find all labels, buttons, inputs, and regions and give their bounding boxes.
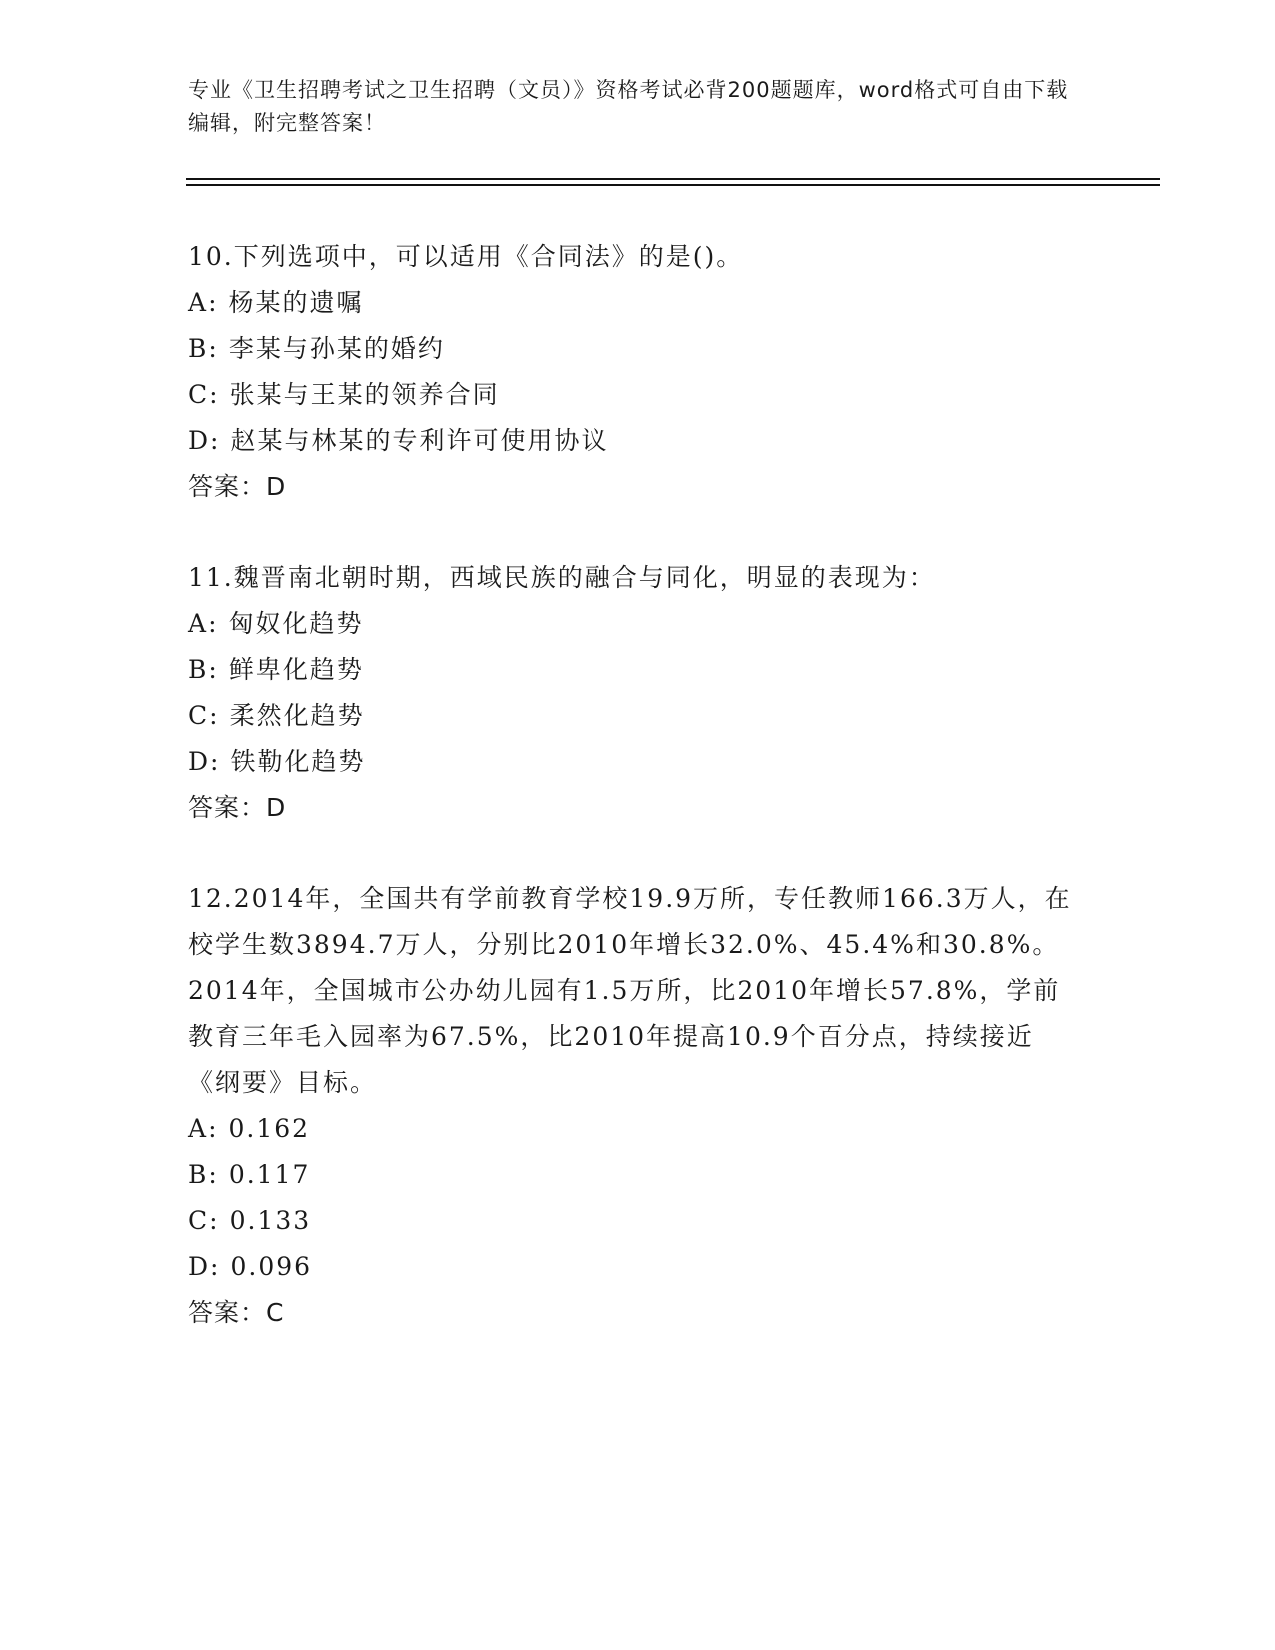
question-stem: 12.2014年，全国共有学前教育学校19.9万所，专任教师166.3万人，在校学生数3894.7万人，分别比2010年增长32.0%、45.4%和30.8%。2014年，全国城市公办幼儿园有1.5万所，比2010年增长57.8%，学前教育三年毛入园率为67.5%，比2010年提高10.9个百分点，持续接近《纲要》目标。 xyxy=(188,884,1072,1097)
option-text: 0.162 xyxy=(228,1114,311,1143)
header-divider-top xyxy=(186,178,1160,180)
option-letter: C xyxy=(188,701,210,730)
option-separator: : xyxy=(208,1114,219,1143)
option-b xyxy=(188,326,1078,372)
option-letter: B xyxy=(188,655,209,684)
option-letter: A xyxy=(188,1114,209,1143)
option-letter: B xyxy=(188,334,209,363)
option-text: 赵某与林某的专利许可使用协议 xyxy=(230,426,609,455)
option-text: 0.096 xyxy=(230,1252,313,1281)
answer-line: 答案：D xyxy=(188,793,287,822)
option-b xyxy=(188,647,1078,693)
question-stem: 10.下列选项中，可以适用《合同法》的是()。 xyxy=(188,242,744,271)
option-letter: C xyxy=(188,380,210,409)
document-header: 专业《卫生招聘考试之卫生招聘（文员）》资格考试必背200题题库，word格式可自由下载编辑，附完整答案！ xyxy=(188,78,1069,135)
option-separator: : xyxy=(208,334,219,363)
option-separator: : xyxy=(208,288,219,317)
option-text: 张某与王某的领养合同 xyxy=(229,380,500,409)
option-letter: D xyxy=(188,747,211,776)
answer-line: 答案：C xyxy=(188,1298,285,1327)
option-letter: C xyxy=(188,1206,210,1235)
question-11 xyxy=(188,555,1078,831)
option-text: 匈奴化趋势 xyxy=(228,609,364,638)
option-separator: : xyxy=(210,426,221,455)
option-letter: A xyxy=(188,288,209,317)
question-12 xyxy=(188,876,1078,1336)
header-divider-bottom xyxy=(186,184,1160,186)
option-d xyxy=(188,739,1078,785)
option-c xyxy=(188,372,1078,418)
option-separator: : xyxy=(208,655,219,684)
option-c xyxy=(188,1198,1078,1244)
option-b xyxy=(188,1152,1078,1198)
option-text: 0.133 xyxy=(229,1206,312,1235)
option-c xyxy=(188,693,1078,739)
answer-line: 答案：D xyxy=(188,472,287,501)
option-separator: : xyxy=(208,609,219,638)
option-letter: D xyxy=(188,426,211,455)
option-separator: : xyxy=(210,747,221,776)
option-text: 杨某的遗嘱 xyxy=(228,288,364,317)
option-a xyxy=(188,601,1078,647)
option-a xyxy=(188,280,1078,326)
option-text: 柔然化趋势 xyxy=(229,701,365,730)
option-text: 鲜卑化趋势 xyxy=(228,655,364,684)
option-text: 0.117 xyxy=(228,1160,311,1189)
option-d xyxy=(188,1244,1078,1290)
option-a xyxy=(188,1106,1078,1152)
option-text: 铁勒化趋势 xyxy=(230,747,366,776)
option-letter: D xyxy=(188,1252,211,1281)
option-text: 李某与孙某的婚约 xyxy=(228,334,445,363)
option-separator: : xyxy=(209,1206,220,1235)
option-separator: : xyxy=(209,701,220,730)
option-letter: B xyxy=(188,1160,209,1189)
option-separator: : xyxy=(209,380,220,409)
option-d xyxy=(188,418,1078,464)
option-letter: A xyxy=(188,609,209,638)
option-separator: : xyxy=(208,1160,219,1189)
option-separator: : xyxy=(210,1252,221,1281)
question-10 xyxy=(188,234,1078,510)
question-stem: 11.魏晋南北朝时期，西域民族的融合与同化，明显的表现为： xyxy=(188,563,936,592)
